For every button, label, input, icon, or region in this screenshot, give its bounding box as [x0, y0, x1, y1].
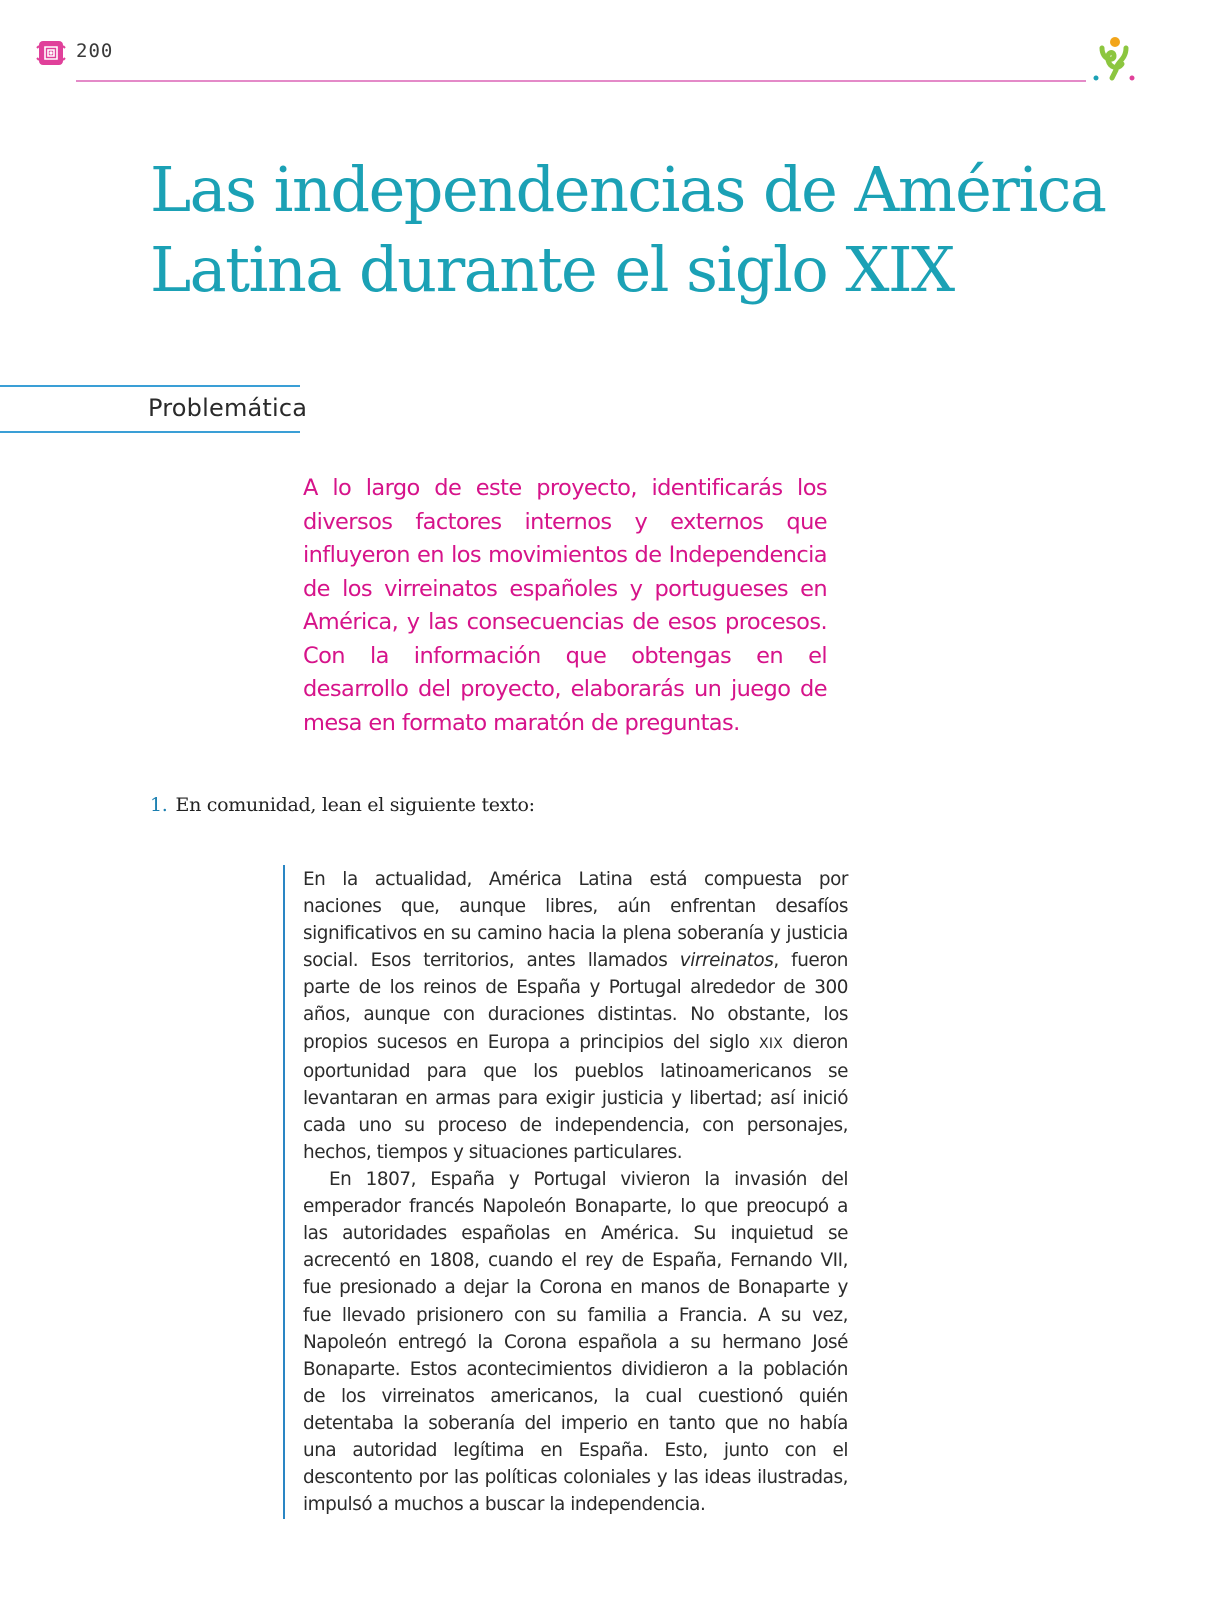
figure-logo-icon: [1088, 34, 1138, 86]
reading-p1-part-c: dieron oportunidad para que los pueblos latinoamericanos se levantaran en armas para exigir justicia y libertad; así inició cada uno su proceso de independencia, con personajes, hechos, tiempos y situaciones particulares.: [303, 1031, 849, 1163]
aztec-glyph-icon: [36, 38, 66, 68]
instruction-number: 1.: [150, 794, 168, 816]
reading-paragraph-1: [303, 866, 848, 1166]
instruction: [150, 794, 535, 816]
page-number: 200: [76, 40, 114, 62]
header-rule: [76, 80, 1086, 82]
reading-sidebar-rule: [283, 865, 285, 1519]
reading-paragraph-2: En 1807, España y Portugal vivieron la invasión del emperador francés Napoleón Bonaparte, lo que preocupó a las autoridades españolas en América. Su inquietud se acrecentó en 1808, cuando el rey de España, Fernando VII, fue presionado a dejar la Corona en manos de Bonaparte y fue llevado prisionero con su familia a Francia. A su vez, Napoleón entregó la Corona española a su hermano José Bonaparte. Estos acontecimientos dividieron a la población de los virreinatos americanos, la cual cuestionó quién detentaba la soberanía del imperio en tanto que no había una autoridad legítima en España. Esto, junto con el descontento por las políticas coloniales y las ideas ilustradas, impulsó a muchos a buscar la independencia.: [303, 1169, 848, 1516]
instruction-text: En comunidad, lean el siguiente texto:: [175, 794, 535, 816]
section-rule-top: [0, 385, 300, 387]
title-line-2: Latina durante el siglo: [150, 233, 846, 306]
section-heading: Problemática: [148, 394, 308, 422]
reading-p1-part-a: En la actualidad, América Latina está compuesta por naciones que, aunque libres, aún enfrentan desafíos significativos en su camino hacia la plena soberanía y justicia social. Esos territorios, antes llamados: [303, 869, 848, 972]
reading-p1-roman: XIX: [758, 1035, 784, 1052]
reading-text: [303, 866, 848, 1518]
section-rule-bottom: [0, 431, 300, 433]
title-roman-numeral: XIX: [845, 233, 954, 306]
title-line-1: Las independencias de América: [150, 153, 1106, 226]
page-title: [150, 150, 1150, 310]
intro-paragraph: A lo largo de este proyecto, identificarás los diversos factores internos y externos que influyeron en los movimientos de Independencia de los virreinatos españoles y portugueses en América, y las consecuencias de esos procesos. Con la información que obtengas en el desarrollo del proyecto, elaborarás un juego de mesa en formato maratón de preguntas.: [303, 475, 827, 736]
reading-p1-italic: virreinatos: [679, 950, 774, 972]
reading-p1-part-b: , fueron parte de los reinos de España y Portugal alrededor de 300 años, aunque con duraciones distintas. No obstante, los propios sucesos en Europa a principios del siglo: [303, 950, 848, 1053]
